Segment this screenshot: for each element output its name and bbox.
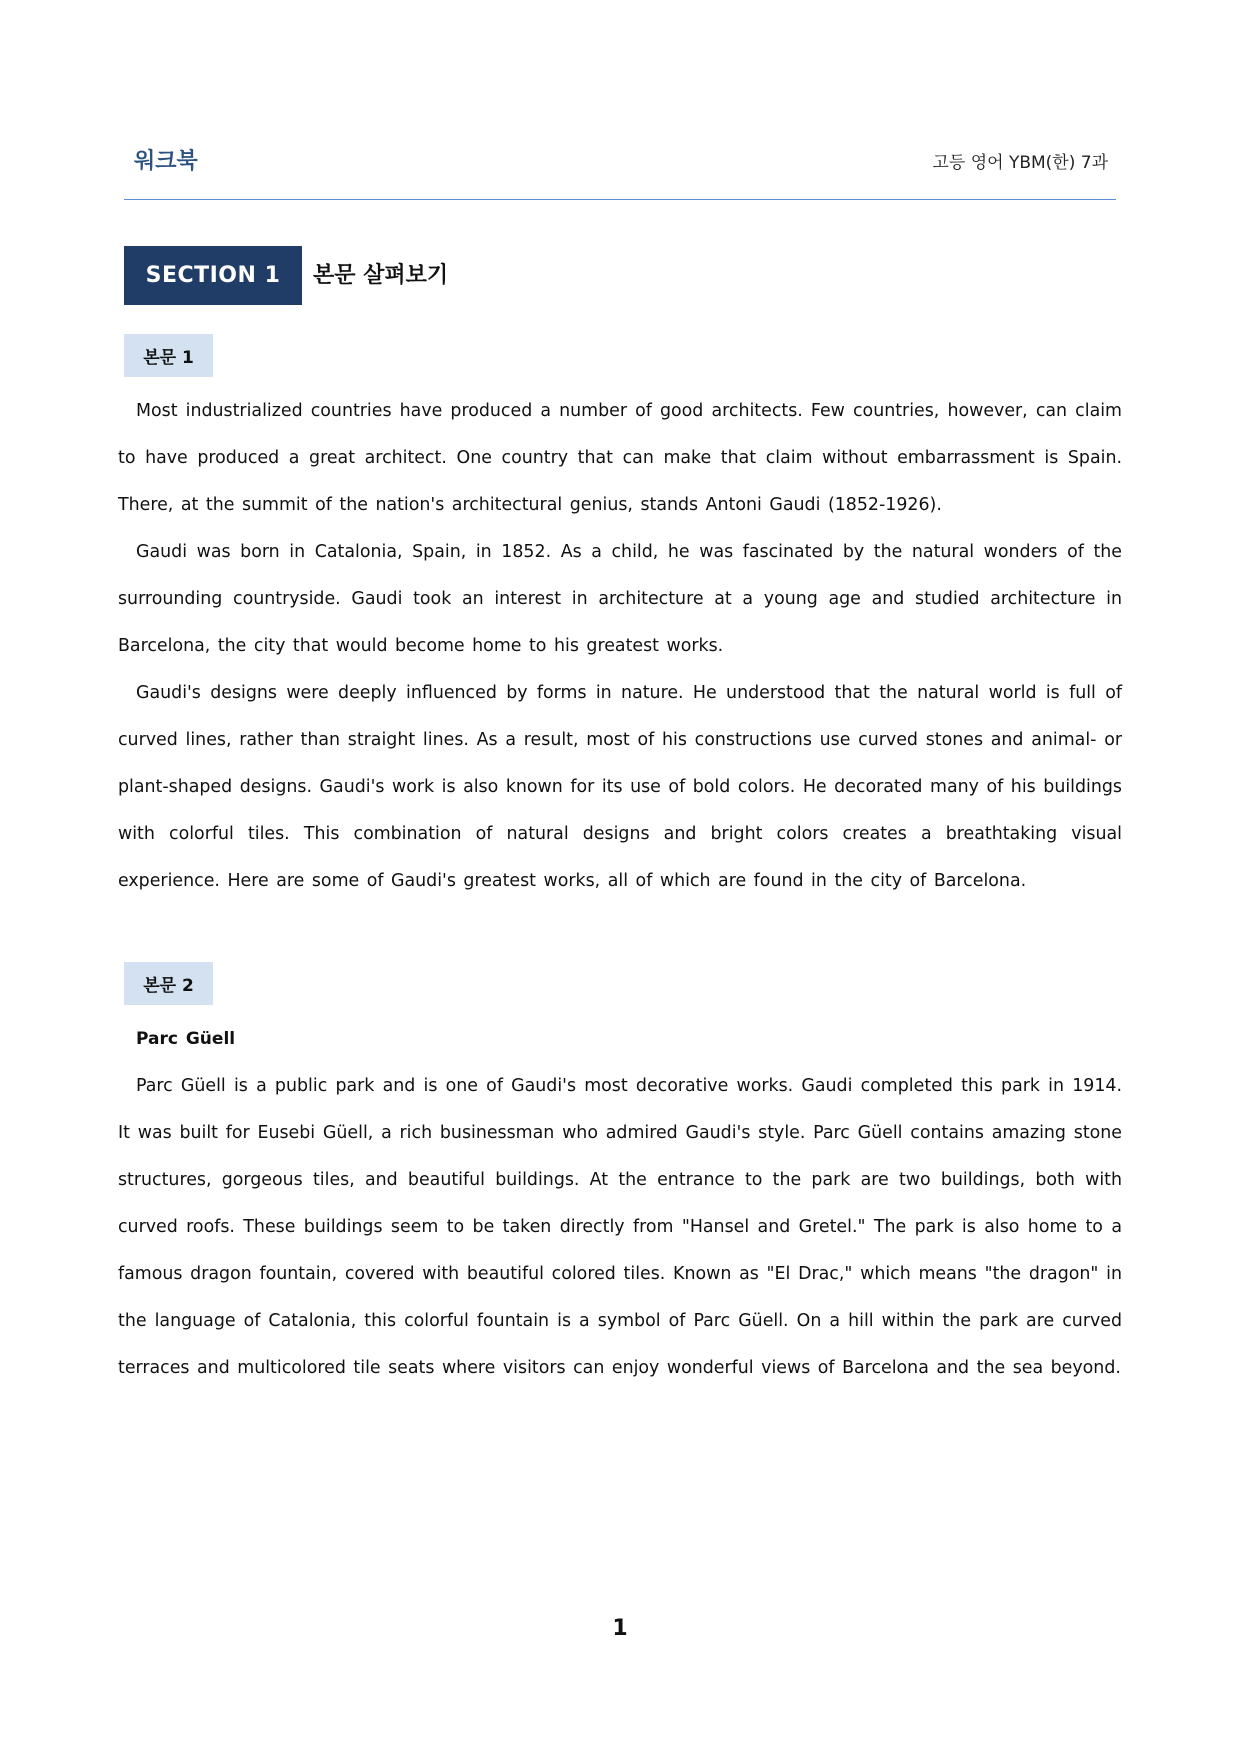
passage-1-paragraph-2: Gaudi was born in Catalonia, Spain, in 1852. As a child, he was fascinated by the natural wonders of the surrounding countryside. Gaudi took an interest in architecture at a young age and studied architecture in Barcelona, the city that would become home to his greatest works. [118,542,1122,656]
passage-1-paragraph-1: Most industrialized countries have produced a number of good architects. Few countries, however, can claim to have produced a great architect. One country that can make that claim without embarrassment is Spain. There, at the summit of the nation's architectural genius, stands Antoni Gaudi (1852-1926). [118,401,1122,515]
passage-2-paragraph-1: Parc Güell is a public park and is one of Gaudi's most decorative works. Gaudi completed this park in 1914. It was built for Eusebi Güell, a rich businessman who admired Gaudi's style. Parc Güell contains amazing stone structures, gorgeous tiles, and beautiful buildings. At the entrance to the park are two buildings, both with curved roofs. These buildings seem to be taken directly from "Hansel and Gretel." The park is also home to a famous dragon fountain, covered with beautiful colored tiles. Known as "El Drac," which means "the dragon" in the language of Catalonia, this colorful fountain is a symbol of Parc Güell. On a hill within the park are curved terraces and multicolored tile seats where visitors can enjoy wonderful views of Barcelona and the sea beyond. [118,1076,1122,1378]
passage-2-subheading: Parc Güell [136,1029,236,1049]
course-label: 고등 영어 YBM(한) 7과 [932,153,1108,173]
section-title: 본문 살펴보기 [313,263,449,288]
passage-1-tag: 본문 1 [124,334,213,377]
passage-2-body [118,1016,1122,1392]
workbook-label: 워크북 [134,149,198,174]
section-badge: SECTION 1 [124,246,302,305]
passage-2-tag: 본문 2 [124,962,213,1005]
passage-1-body [118,388,1122,905]
header-divider [124,199,1116,200]
passage-1-paragraph-3: Gaudi's designs were deeply influenced by forms in nature. He understood that the natural world is full of curved lines, rather than straight lines. As a result, most of his constructions use curved stones and animal- or plant-shaped designs. Gaudi's work is also known for its use of bold colors. He decorated many of his buildings with colorful tiles. This combination of natural designs and bright colors creates a breathtaking visual experience. Here are some of Gaudi's greatest works, all of which are found in the city of Barcelona. [118,683,1122,891]
page-number: 1 [612,1616,628,1641]
